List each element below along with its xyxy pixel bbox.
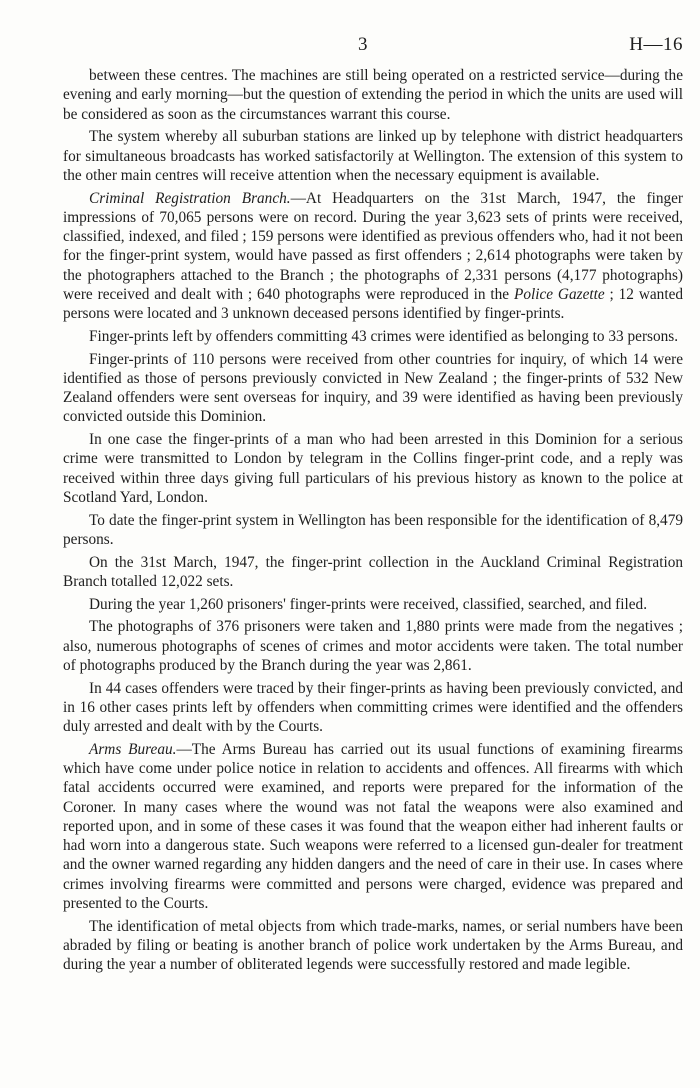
section-heading-criminal-registration: Criminal Registration Branch. — [89, 189, 291, 207]
body-text — [63, 66, 683, 978]
document-reference: H—16 — [629, 34, 683, 55]
police-gazette-title: Police Gazette — [513, 285, 605, 303]
paragraph: The photographs of 376 prisoners were taken and 1,880 prints were made from the negatives ; also, numerous photographs of scenes of crimes and motor accidents were taken. The total number of photographs produced by the Branch during the year was 2,861. — [63, 618, 683, 674]
paragraph-broadcast-system: The system whereby all suburban stations are linked up by telephone with district headquarters for simultaneous broadcasts has worked satisfactorily at Wellington. The extension of this system to the other main centres will receive attention when the necessary equipment is available. — [63, 128, 683, 184]
paragraph: In one case the finger-prints of a man who had been arrested in this Dominion for a serious crime were transmitted to London by telegram in the Collins finger-print code, and a reply was received within three days giving full particulars of his previous history as known to the police at Scotland Yard, London. — [63, 431, 683, 506]
paragraph: Finger-prints of 110 persons were received from other countries for inquiry, of which 14 were identified as those of persons previously convicted in New Zealand ; the finger-prints of 532 New Zealand offenders were sent overseas for inquiry, and 39 were identified as having been previously convicted outside this Dominion. — [63, 350, 683, 426]
paragraph-criminal-registration: Criminal Registration Branch.—At Headquarters on the 31st March, 1947, the finger impressions of 70,065 persons were on record. During the year 3,623 sets of prints were received, classified, indexed, and filed ; 159 persons were identified as previous offenders who, had it not been for the finger-print system, would have passed as first offenders ; 2,614 photographs were taken by the photographers attached to the Branch ; the photographs of 2,331 persons (4,177 photographs) were received and dealt with ; 640 photographs were reproduced in the Police Gazette ; 12 wanted persons were located and 3 unknown deceased persons identified by finger-prints. — [63, 189, 684, 322]
paragraph: To date the finger-print system in Wellington has been responsible for the identification of 8,479 persons. — [63, 511, 683, 548]
paragraph-arms-bureau: Arms Bureau.—The Arms Bureau has carried out its usual functions of examining firearms which have come under police notice in relation to accidents and offences. All firearms with which fatal accidents occurred were examined, and reports were prepared for the information of the Coroner. In many cases where the wound was not fatal the weapons were also examined and reported upon, and in some of these cases it was found that the weapon either had inherent faults or had worn into a dangerous state. Such weapons were referred to a licensed gun-dealer for treatment and the owner warned regarding any hidden dangers and the need of care in their use. In cases where crimes involving firearms were committed and persons were charged, evidence was prepared and presented to the Courts. — [63, 740, 683, 912]
page-number: 3 — [358, 34, 368, 55]
paragraph: During the year 1,260 prisoners' finger-prints were received, classified, searched, and filed. — [89, 595, 648, 613]
paragraph: In 44 cases offenders were traced by their finger-prints as having been previously convicted, and in 16 other cases prints left by offenders when committing crimes were identified and the offenders duly arrested and dealt with by the Courts. — [63, 679, 683, 735]
section-heading-arms-bureau: Arms Bureau. — [89, 740, 177, 758]
paragraph-continuation: between these centres. The machines are still being operated on a restricted service—during the evening and early morning—but the question of extending the period in which the units are used will be considered as soon as the circumstances warrant this course. — [63, 67, 683, 123]
page-header — [0, 34, 700, 58]
paragraph: Finger-prints left by offenders committing 43 crimes were identified as belonging to 33 persons. — [89, 327, 679, 345]
paragraph: The identification of metal objects from which trade-marks, names, or serial numbers have been abraded by filing or beating is another branch of police work undertaken by the Arms Bureau, and during the year a number of obliterated legends were successfully restored and made legible. — [63, 917, 683, 973]
paragraph: On the 31st March, 1947, the finger-print collection in the Auckland Criminal Registration Branch totalled 12,022 sets. — [63, 553, 683, 590]
